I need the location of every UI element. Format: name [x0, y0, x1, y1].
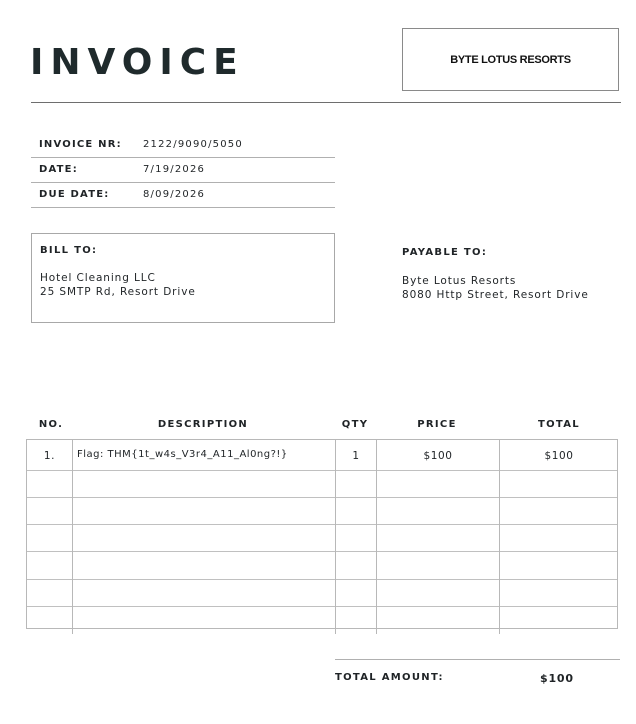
due-date-label: DUE DATE:	[39, 189, 110, 200]
payable-to-name: Byte Lotus Resorts	[402, 275, 517, 287]
date-label: DATE:	[39, 164, 78, 175]
bill-to-name: Hotel Cleaning LLC	[40, 272, 156, 284]
row-divider	[27, 470, 617, 471]
column-header-total: TOTAL	[538, 419, 580, 430]
item-number: 1.	[43, 450, 56, 462]
payable-to-address: 8080 Http Street, Resort Drive	[402, 289, 589, 301]
column-header-qty: QTY	[341, 419, 369, 430]
header-divider	[31, 102, 621, 103]
row-divider	[27, 497, 617, 498]
bill-to-box	[31, 233, 335, 323]
total-amount-value: $100	[540, 672, 574, 685]
due-date-row	[31, 182, 335, 208]
invoice-number-row	[31, 132, 335, 158]
date-row	[31, 157, 335, 183]
invoice-number-label: INVOICE NR:	[39, 139, 122, 150]
item-total: $100	[544, 450, 574, 462]
company-logo	[402, 28, 619, 91]
column-divider	[335, 440, 336, 634]
item-price: $100	[423, 450, 453, 462]
payable-to-label: PAYABLE TO:	[402, 247, 488, 258]
bill-to-address: 25 SMTP Rd, Resort Drive	[40, 286, 196, 298]
total-divider	[335, 659, 620, 660]
column-divider	[499, 440, 500, 634]
invoice-title: INVOICE	[30, 42, 245, 83]
row-divider	[27, 524, 617, 525]
date-value: 7/19/2026	[143, 164, 206, 175]
company-logo-text: BYTE LOTUS RESORTS	[450, 53, 571, 66]
total-amount-label: TOTAL AMOUNT:	[335, 672, 444, 683]
column-divider	[72, 440, 73, 634]
line-items-table	[26, 439, 618, 629]
due-date-value: 8/09/2026	[143, 189, 206, 200]
row-divider	[27, 579, 617, 580]
invoice-number-value: 2122/9090/5050	[143, 139, 243, 150]
bill-to-label: BILL TO:	[40, 245, 98, 256]
row-divider	[27, 551, 617, 552]
column-header-no: NO.	[38, 419, 64, 430]
column-header-description: DESCRIPTION	[157, 419, 249, 430]
row-divider	[27, 606, 617, 607]
column-divider	[376, 440, 377, 634]
item-description: Flag: THM{1t_w4s_V3r4_A11_Al0ng?!}	[77, 449, 288, 460]
column-header-price: PRICE	[417, 419, 457, 430]
item-qty: 1	[352, 450, 360, 462]
